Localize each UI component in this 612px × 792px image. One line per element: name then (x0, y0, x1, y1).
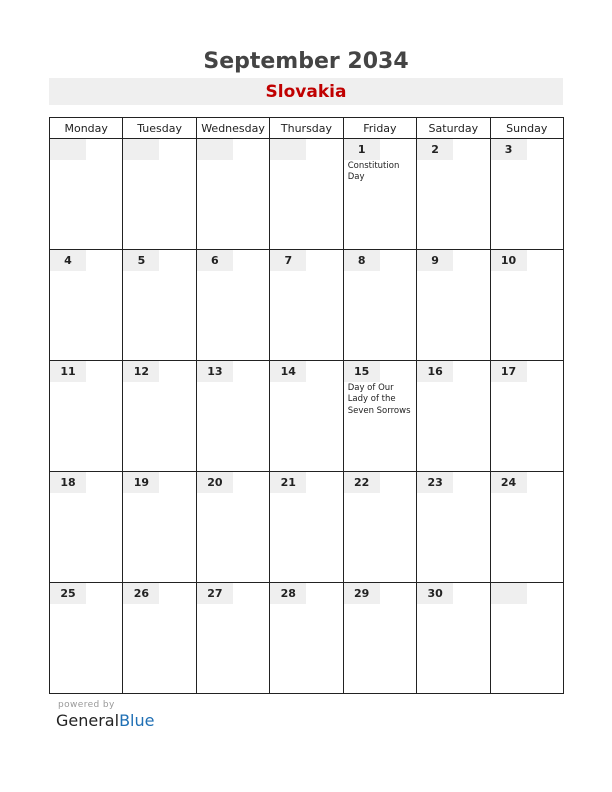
day-number: 30 (417, 583, 453, 604)
generalblue-logo[interactable] (56, 712, 154, 730)
day-number: 25 (50, 583, 86, 604)
weekday-header: Saturday (417, 118, 490, 139)
day-cell (417, 583, 490, 694)
day-number: 20 (197, 472, 233, 493)
day-number: 9 (417, 250, 453, 271)
day-number: 24 (491, 472, 527, 493)
day-cell (417, 139, 490, 250)
day-cell (490, 361, 563, 472)
day-cell (196, 139, 269, 250)
week-row (50, 361, 564, 472)
week-row (50, 250, 564, 361)
day-number: 14 (270, 361, 306, 382)
day-cell (196, 583, 269, 694)
day-number: 6 (197, 250, 233, 271)
day-cell (417, 361, 490, 472)
week-row (50, 139, 564, 250)
day-cell (270, 472, 343, 583)
day-number: 29 (344, 583, 380, 604)
empty-day-marker (491, 583, 527, 604)
day-number: 17 (491, 361, 527, 382)
logo-blue-text: Blue (119, 711, 155, 730)
day-cell (490, 250, 563, 361)
day-cell (50, 472, 123, 583)
day-number: 2 (417, 139, 453, 160)
day-number: 18 (50, 472, 86, 493)
day-number: 1 (344, 139, 380, 160)
day-cell (343, 139, 416, 250)
day-number: 4 (50, 250, 86, 271)
holiday-label: Constitution Day (347, 161, 400, 183)
weekday-header: Tuesday (123, 118, 196, 139)
day-cell (270, 583, 343, 694)
empty-day-marker (123, 139, 159, 160)
page-title: September 2034 (203, 49, 409, 74)
day-number: 13 (197, 361, 233, 382)
day-cell (50, 250, 123, 361)
day-cell (123, 583, 196, 694)
empty-day-marker (197, 139, 233, 160)
day-cell (343, 472, 416, 583)
day-cell (50, 139, 123, 250)
weekday-header: Friday (343, 118, 416, 139)
day-number: 19 (123, 472, 159, 493)
day-cell (196, 472, 269, 583)
day-cell (123, 472, 196, 583)
day-number: 8 (344, 250, 380, 271)
weekday-header: Monday (50, 118, 123, 139)
week-row (50, 583, 564, 694)
day-number: 21 (270, 472, 306, 493)
day-cell (417, 472, 490, 583)
day-cell (343, 361, 416, 472)
day-cell (490, 472, 563, 583)
day-number: 16 (417, 361, 453, 382)
day-number: 12 (123, 361, 159, 382)
day-cell (196, 250, 269, 361)
calendar-grid (49, 117, 564, 694)
day-number: 26 (123, 583, 159, 604)
day-number: 22 (344, 472, 380, 493)
day-cell (123, 361, 196, 472)
country-name: Slovakia (265, 82, 347, 102)
week-row (50, 472, 564, 583)
day-number: 10 (491, 250, 527, 271)
weekday-header: Thursday (270, 118, 343, 139)
day-number: 11 (50, 361, 86, 382)
day-cell (50, 583, 123, 694)
footer-branding (56, 700, 154, 730)
day-cell (343, 250, 416, 361)
day-cell (270, 139, 343, 250)
day-cell (123, 139, 196, 250)
day-number: 7 (270, 250, 306, 271)
day-number: 15 (344, 361, 380, 382)
day-cell (270, 250, 343, 361)
holiday-label: Day of Our Lady of the Seven Sorrows (347, 383, 411, 416)
day-cell (50, 361, 123, 472)
day-number: 5 (123, 250, 159, 271)
logo-general-text: General (56, 711, 120, 730)
powered-by-label: powered by (58, 700, 115, 710)
day-cell (196, 361, 269, 472)
day-number: 3 (491, 139, 527, 160)
weekday-header-row (50, 118, 564, 139)
empty-day-marker (270, 139, 306, 160)
day-cell (490, 583, 563, 694)
day-cell (490, 139, 563, 250)
weekday-header: Sunday (490, 118, 563, 139)
day-cell (123, 250, 196, 361)
day-number: 28 (270, 583, 306, 604)
empty-day-marker (50, 139, 86, 160)
country-banner (49, 78, 563, 105)
weekday-header: Wednesday (196, 118, 269, 139)
day-number: 23 (417, 472, 453, 493)
day-cell (417, 250, 490, 361)
day-cell (270, 361, 343, 472)
day-number: 27 (197, 583, 233, 604)
day-cell (343, 583, 416, 694)
